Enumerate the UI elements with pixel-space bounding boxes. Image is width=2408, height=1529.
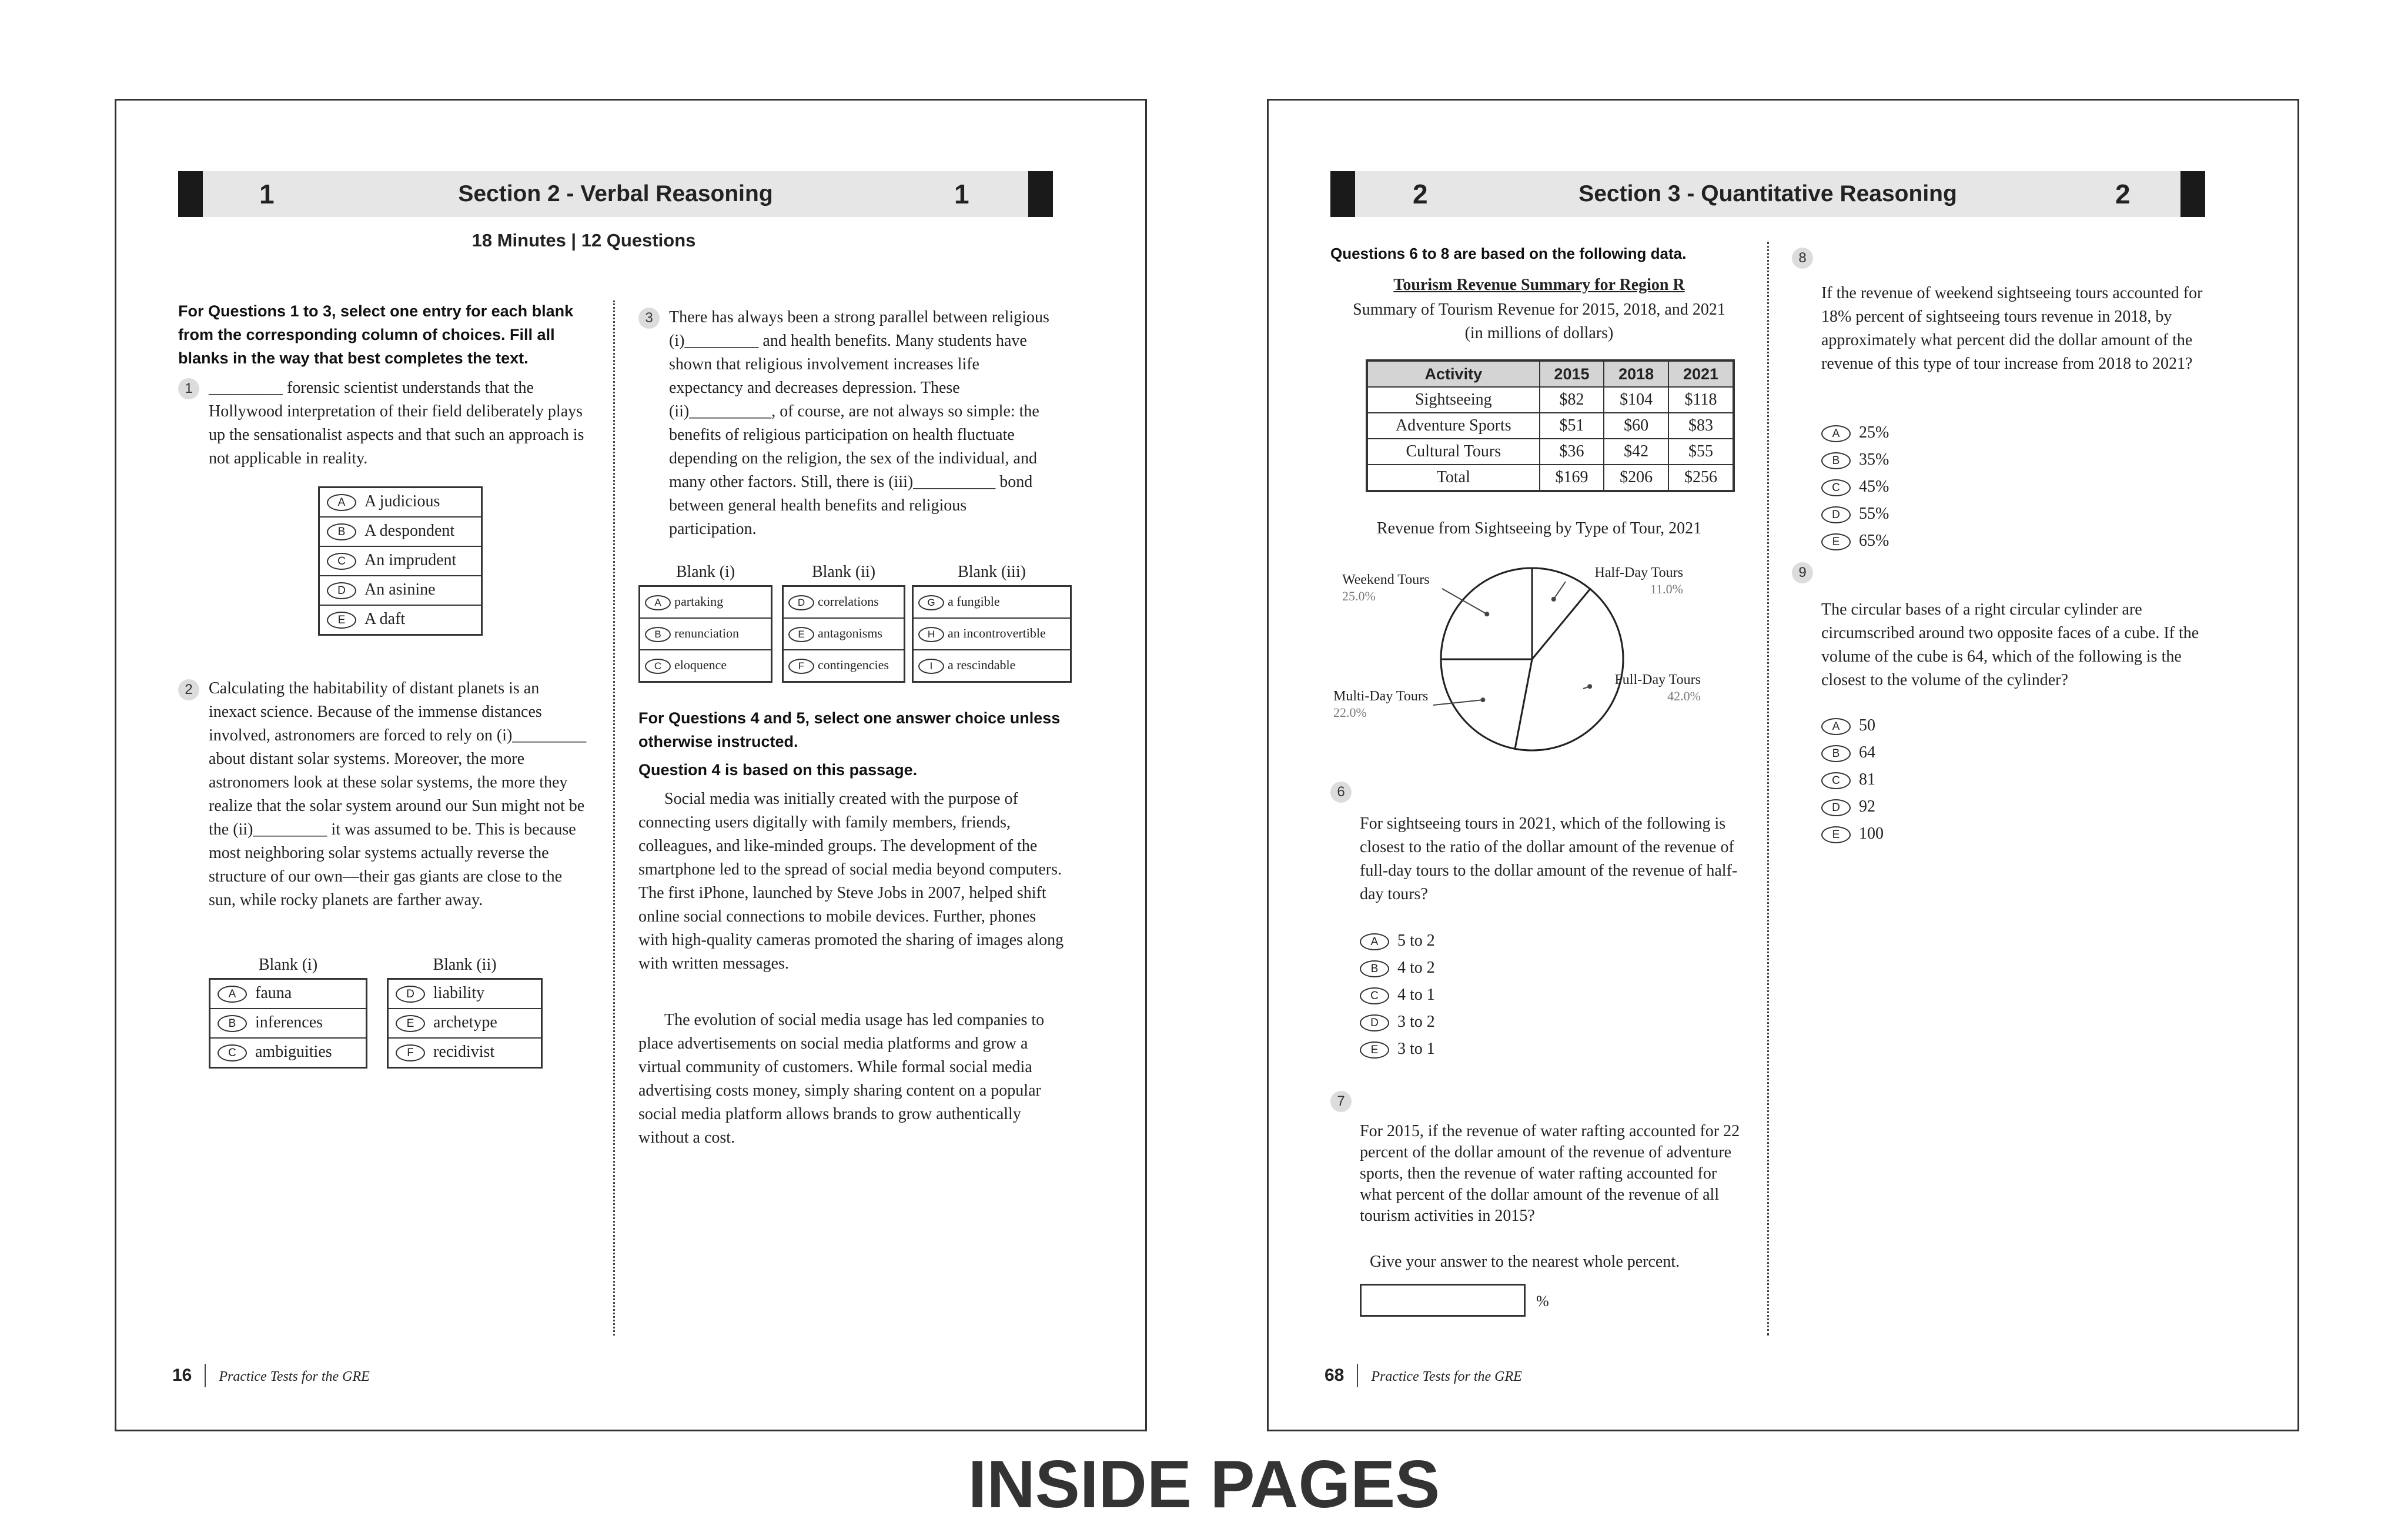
answer-choice[interactable] — [1821, 500, 1889, 528]
pie-slice-value-label: 25.0% — [1342, 589, 1376, 603]
pie-chart — [1330, 553, 1748, 765]
answer-choice[interactable] — [1360, 954, 1435, 982]
answer-choice[interactable] — [1821, 766, 1884, 793]
section-number-right: 2 — [2115, 179, 2131, 209]
table-cell: $118 — [1668, 387, 1734, 413]
page-number: 16 — [172, 1364, 206, 1387]
choice-text: An imprudent — [364, 551, 457, 569]
table-cell: Sightseeing — [1367, 387, 1540, 413]
question-2-text: Calculating the habitability of distant planets is an inexact science. Because of the immense distances involved, astronomers are forced to rely on (i)_________ about distant solar systems. Moreover, the more astronomers look at these solar systems, the more they realize that the solar system around our Sun might not be the (ii)_________ it was assumed to be. This is because most neighboring solar systems actually reverse the structure of our own—their gas giants are close to the sun, while rocky planets are farther away. — [209, 679, 587, 909]
table-cell: $60 — [1604, 413, 1668, 439]
choice-letter-oval[interactable]: A — [327, 494, 356, 511]
answer-choice[interactable] — [1821, 528, 1889, 555]
table-cell: Total — [1367, 465, 1540, 491]
choice-letter-oval[interactable]: I — [918, 659, 944, 674]
pie-slice-value-label: 42.0% — [1667, 689, 1701, 703]
table-cell: $169 — [1540, 465, 1604, 491]
choice-letter-oval[interactable]: C — [218, 1044, 247, 1061]
choice-text: antagonisms — [818, 626, 882, 640]
choice-text: 64 — [1859, 743, 1875, 762]
choice-text: a fungible — [948, 594, 1000, 609]
choice-text: 4 to 2 — [1397, 959, 1435, 977]
section-number-left: 2 — [1413, 179, 1428, 209]
table-subtitle-2: (in millions of dollars) — [1464, 324, 1614, 342]
section-number-left: 1 — [259, 179, 275, 209]
passage-paragraph-2: The evolution of social media usage has led companies to place advertisements on social media platforms and grow a virtual community of customers. While formal social media advertising costs money, simply sharing content on a popular social media platform allows brands to grow authentically without a cost. — [638, 1011, 1045, 1147]
pie-slice-label: Multi-Day Tours — [1333, 689, 1429, 704]
table-row — [1367, 465, 1734, 491]
choice-text: An asinine — [364, 580, 436, 599]
choice-text: 25% — [1859, 423, 1889, 442]
table-header-cell: 2015 — [1540, 360, 1604, 387]
inside-pages-banner: INSIDE PAGES — [968, 1447, 1440, 1522]
choice-letter-oval[interactable]: A — [645, 595, 671, 610]
table-row — [1367, 387, 1734, 413]
choice-letter-oval[interactable]: C — [1821, 479, 1851, 496]
table-cell: Adventure Sports — [1367, 413, 1540, 439]
section-header-bar — [1330, 171, 2205, 217]
table-title: Tourism Revenue Summary for Region R — [1393, 276, 1685, 294]
answer-choice[interactable] — [784, 650, 904, 681]
page-footer — [172, 1364, 370, 1388]
answer-choice[interactable] — [914, 619, 1070, 650]
section-title: Section 2 - Verbal Reasoning — [458, 181, 773, 206]
question-number-8: 8 — [1792, 248, 1813, 269]
q3-blank-i-header: Blank (i) — [675, 563, 735, 581]
choice-letter-oval[interactable]: C — [1360, 987, 1389, 1004]
choice-text: 45% — [1859, 478, 1889, 496]
answer-choice[interactable] — [320, 518, 481, 547]
choice-letter-oval[interactable]: A — [218, 986, 247, 1003]
answer-choice[interactable] — [914, 587, 1070, 619]
revenue-table — [1366, 359, 1735, 492]
column-divider — [1767, 242, 1769, 1336]
q2-blank-ii-header: Blank (ii) — [433, 956, 497, 974]
choice-text: renunciation — [674, 626, 739, 640]
answer-choice[interactable] — [1360, 982, 1435, 1009]
table-cell: $82 — [1540, 387, 1604, 413]
question-number-3: 3 — [638, 308, 660, 329]
question-number-1: 1 — [178, 378, 199, 399]
pie-leader-dot — [1484, 612, 1489, 616]
choice-letter-oval[interactable]: B — [218, 1015, 247, 1032]
choice-letter-oval[interactable]: D — [1821, 506, 1851, 523]
answer-choice[interactable] — [640, 619, 771, 650]
choice-text: A daft — [364, 610, 406, 628]
choice-letter-oval[interactable]: B — [1360, 960, 1389, 977]
data-intro: Questions 6 to 8 are based on the following data. — [1330, 245, 1687, 262]
answer-choice[interactable] — [640, 650, 771, 681]
choice-text: 3 to 2 — [1397, 1013, 1435, 1031]
pie-slice-label: Full-Day Tours — [1614, 672, 1701, 687]
question-9-text: The circular bases of a right circular cylinder are circumscribed around two opposite faces of a cube. If the volume of the cube is 64, which of the following is the closest to the volume of the cylinder? — [1821, 600, 2199, 689]
choice-text: contingencies — [818, 657, 889, 672]
answer-choice[interactable] — [1821, 820, 1884, 847]
table-cell: $104 — [1604, 387, 1668, 413]
table-cell: $256 — [1668, 465, 1734, 491]
choice-text: 5 to 2 — [1397, 932, 1435, 950]
choice-letter-oval[interactable]: A — [1821, 425, 1851, 442]
choice-text: fauna — [255, 984, 292, 1002]
choice-letter-oval[interactable]: B — [645, 627, 671, 642]
answer-choice[interactable] — [210, 1039, 366, 1067]
choice-text: 92 — [1859, 797, 1875, 816]
table-row — [1367, 413, 1734, 439]
q3-blank-iii-choices — [912, 585, 1072, 683]
column-divider — [613, 301, 615, 1336]
choice-letter-oval[interactable]: E — [1821, 826, 1851, 843]
passage-paragraph-1: Social media was initially created with the purpose of connecting users digitally with family members, friends, colleagues, and like-minded groups. The development of the smartphone led to the spread of social media beyond computers. The first iPhone, launched by Steve Jobs in 2007, helped shift online social connections to mobile devices. Further, phones with high-quality cameras promoted the sharing of images along with written messages. — [638, 790, 1064, 973]
choice-letter-oval[interactable]: C — [327, 553, 356, 570]
answer-choice[interactable] — [640, 587, 771, 619]
answer-choice[interactable] — [1821, 419, 1889, 446]
choice-text: A judicious — [364, 492, 440, 510]
choice-letter-oval[interactable]: A — [1360, 933, 1389, 950]
chart-title: Revenue from Sightseeing by Type of Tour, 2021 — [1376, 519, 1702, 538]
section-bar-block-right — [2180, 171, 2205, 217]
table-cell: $206 — [1604, 465, 1668, 491]
answer-choice[interactable] — [320, 606, 481, 634]
q3-blank-iii-header: Blank (iii) — [958, 563, 1026, 581]
table-cell: $55 — [1668, 439, 1734, 465]
answer-choice[interactable] — [389, 980, 541, 1009]
answer-entry-box[interactable] — [1360, 1284, 1526, 1317]
answer-choice[interactable] — [210, 1009, 366, 1039]
left-page — [115, 99, 1147, 1431]
choice-letter-oval[interactable]: B — [1821, 452, 1851, 469]
choice-letter-oval[interactable]: C — [1821, 772, 1851, 789]
answer-choice[interactable] — [389, 1009, 541, 1039]
choice-text: 35% — [1859, 450, 1889, 469]
choice-text: 55% — [1859, 505, 1889, 523]
choice-text: a rescindable — [948, 657, 1016, 672]
choice-text: 3 to 1 — [1397, 1040, 1435, 1058]
table-cell: $51 — [1540, 413, 1604, 439]
question-number-2: 2 — [178, 679, 199, 700]
choice-letter-oval[interactable]: D — [396, 986, 425, 1003]
answer-choice[interactable] — [784, 619, 904, 650]
pie-slice-value-label: 11.0% — [1650, 582, 1683, 596]
choice-text: 65% — [1859, 532, 1889, 550]
q2-blank-ii-choices — [387, 978, 543, 1069]
table-row — [1367, 439, 1734, 465]
answer-unit: % — [1536, 1293, 1549, 1310]
question-8-text: If the revenue of weekend sightseeing tours accounted for 18% percent of sightseeing tours revenue in 2018, by approximately what percent did the dollar amount of the revenue of this type of tour increase from 2018 to 2021? — [1821, 284, 2203, 373]
choice-letter-oval[interactable]: E — [788, 627, 814, 642]
page-number: 68 — [1325, 1364, 1358, 1387]
table-cell: $36 — [1540, 439, 1604, 465]
q3-blank-ii-header: Blank (ii) — [811, 563, 876, 581]
q2-blank-i-header: Blank (i) — [258, 956, 318, 974]
choice-letter-oval[interactable]: G — [918, 595, 944, 610]
choice-text: partaking — [674, 594, 724, 609]
pie-slice-value-label: 22.0% — [1333, 705, 1367, 720]
choice-text: eloquence — [674, 657, 727, 672]
choice-letter-oval[interactable]: E — [327, 612, 356, 629]
choice-letter-oval[interactable]: D — [788, 595, 814, 610]
choice-text: 50 — [1859, 716, 1875, 735]
table-header-cell: 2021 — [1668, 360, 1734, 387]
pie-leader-dot — [1551, 597, 1556, 602]
q3-blank-ii-choices — [782, 585, 905, 683]
choice-letter-oval[interactable]: D — [1821, 799, 1851, 816]
question-number-6: 6 — [1330, 782, 1352, 803]
section-timing: 18 Minutes | 12 Questions — [471, 230, 696, 251]
answer-choice[interactable] — [1821, 446, 1889, 473]
table-cell: Cultural Tours — [1367, 439, 1540, 465]
choice-text: ambiguities — [255, 1043, 332, 1061]
book-title: Practice Tests for the GRE — [1371, 1369, 1522, 1384]
choice-text: 4 to 1 — [1397, 986, 1435, 1004]
answer-choice[interactable] — [389, 1039, 541, 1067]
question-3-text: There has always been a strong parallel between religious (i)_________ and health benefits. Many students have shown that religious involvement increases life expectancy and decreases depression. These (ii)__________, of course, are not always so simple: the benefits of religious participation on health fluctuate depending on the religion, the sex of the individual, and many other factors. Still, there is (iii)__________ bond between general health benefits and religious participation. — [669, 308, 1049, 538]
question-number-7: 7 — [1330, 1091, 1352, 1112]
pie-slice-label: Half-Day Tours — [1594, 565, 1683, 580]
choice-letter-oval[interactable]: B — [1821, 745, 1851, 762]
choice-letter-oval[interactable]: D — [1360, 1014, 1389, 1031]
answer-choice[interactable] — [320, 488, 481, 518]
pie-leader-dot — [1480, 697, 1485, 702]
q3-blank-i-choices — [638, 585, 772, 683]
book-title: Practice Tests for the GRE — [219, 1369, 370, 1384]
choice-letter-oval[interactable]: C — [645, 659, 671, 674]
choice-text: recidivist — [433, 1043, 495, 1061]
choice-text: correlations — [818, 594, 879, 609]
choice-text: archetype — [433, 1013, 497, 1031]
question-1-choices — [318, 486, 483, 636]
choice-text: liability — [433, 984, 485, 1002]
choice-letter-oval[interactable]: H — [918, 627, 944, 642]
choice-letter-oval[interactable]: D — [327, 582, 356, 599]
answer-choice[interactable] — [1821, 739, 1884, 766]
answer-choice[interactable] — [1821, 473, 1889, 500]
section-number-right: 1 — [954, 179, 969, 209]
answer-choice[interactable] — [1360, 1036, 1435, 1063]
question-9-choices — [1821, 712, 1884, 847]
choice-text: inferences — [255, 1013, 323, 1031]
question-6-text: For sightseeing tours in 2021, which of the following is closest to the ratio of the dollar amount of the revenue of full-day tours to the dollar amount of the revenue of half-day tours? — [1360, 814, 1738, 903]
pie-slice-label: Weekend Tours — [1342, 572, 1430, 587]
table-cell: $42 — [1604, 439, 1668, 465]
question-8-choices — [1821, 419, 1889, 555]
table-cell: $83 — [1668, 413, 1734, 439]
answer-choice[interactable] — [1821, 793, 1884, 820]
section-bar-block-right — [1028, 171, 1053, 217]
pie-slice — [1441, 659, 1532, 749]
question-6-choices — [1360, 927, 1435, 1063]
question-number-9: 9 — [1792, 562, 1813, 583]
question-7-instruction: Give your answer to the nearest whole percent. — [1370, 1253, 1680, 1271]
answer-choice[interactable] — [1821, 712, 1884, 739]
choice-text: an incontrovertible — [948, 626, 1046, 640]
answer-choice[interactable] — [1360, 927, 1435, 954]
choice-letter-oval[interactable]: F — [788, 659, 814, 674]
choice-letter-oval[interactable]: A — [1821, 718, 1851, 735]
choice-text: 81 — [1859, 770, 1875, 789]
table-header-cell: Activity — [1367, 360, 1540, 387]
directions-q4-5: For Questions 4 and 5, select one answer choice unless otherwise instructed. — [638, 709, 1061, 750]
choice-letter-oval[interactable]: E — [1360, 1041, 1389, 1059]
choice-letter-oval[interactable]: F — [396, 1044, 425, 1061]
section-title: Section 3 - Quantitative Reasoning — [1578, 181, 1957, 206]
question-1-text: _________ forensic scientist understands that the Hollywood interpretation of their field deliberately plays up the sensationalist aspects and that such an approach is not applicable in reality. — [209, 379, 584, 468]
answer-choice[interactable] — [914, 650, 1070, 681]
directions-q1-3: For Questions 1 to 3, select one entry for each blank from the corresponding column of choices. Fill all blanks in the way that best completes the text. — [178, 302, 574, 367]
directions-q4-passage: Question 4 is based on this passage. — [638, 761, 918, 779]
choice-letter-oval[interactable]: E — [396, 1015, 425, 1032]
answer-choice[interactable] — [320, 576, 481, 606]
choice-letter-oval[interactable]: B — [327, 523, 356, 540]
right-page — [1267, 99, 2299, 1431]
choice-text: 100 — [1859, 824, 1884, 843]
answer-choice[interactable] — [784, 587, 904, 619]
table-header-cell: 2018 — [1604, 360, 1668, 387]
pie-leader-dot — [1587, 684, 1592, 689]
answer-choice[interactable] — [210, 980, 366, 1009]
choice-text: A despondent — [364, 522, 455, 540]
question-7-text: For 2015, if the revenue of water rafting accounted for 22 percent of the dollar amount of the revenue of adventure sports, then the revenue of water rafting accounted for what percent of the dollar amount of the revenue of all tourism activities in 2015? — [1360, 1122, 1740, 1225]
page-footer — [1325, 1364, 1522, 1388]
choice-letter-oval[interactable]: E — [1821, 533, 1851, 550]
answer-choice[interactable] — [320, 547, 481, 576]
section-header-bar — [178, 171, 1053, 217]
table-subtitle-1: Summary of Tourism Revenue for 2015, 2018, and 2021 — [1353, 301, 1725, 319]
q2-blank-i-choices — [209, 978, 367, 1069]
answer-choice[interactable] — [1360, 1009, 1435, 1036]
